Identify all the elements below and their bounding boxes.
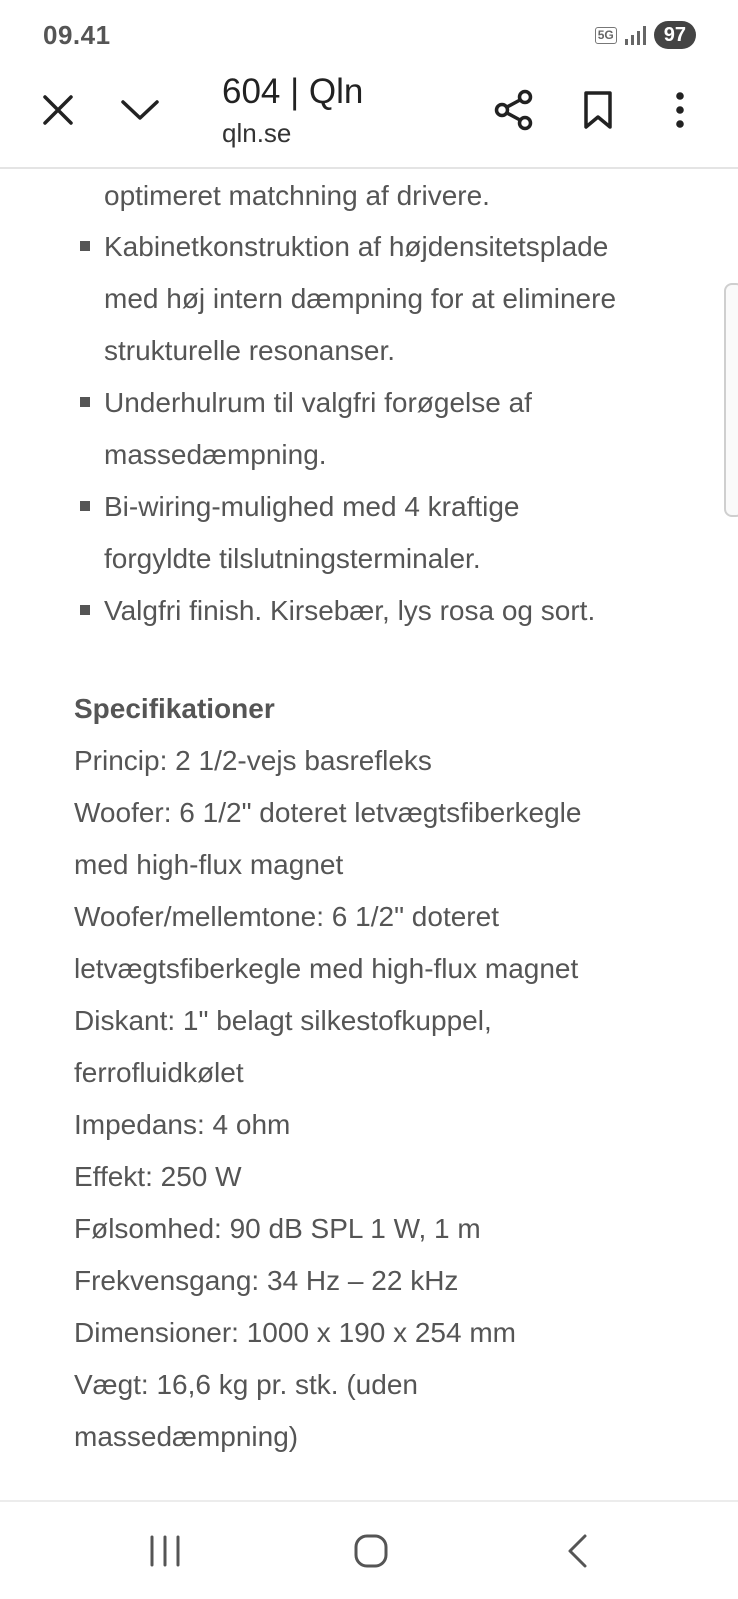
article-content[interactable] [0, 169, 738, 1500]
spec-line: Diskant: 1" belagt silkestofkuppel, [74, 1005, 492, 1036]
list-item-text: med høj intern dæmpning for at eliminere [104, 283, 617, 314]
spec-line: Følsomhed: 90 dB SPL 1 W, 1 m [74, 1213, 481, 1244]
spec-line: Impedans: 4 ohm [74, 1109, 291, 1140]
spec-line: letvægtsfiberkegle med high-flux magnet [74, 953, 579, 984]
network-5g-icon: 5G [595, 27, 617, 44]
spec-line: Woofer/mellemtone: 6 1/2" doteret [74, 901, 499, 932]
list-item-text: Kabinetkonstruktion af højdensitetsplade [104, 231, 609, 262]
list-item-text: Bi-wiring-mulighed med 4 kraftige [104, 491, 520, 522]
more-vert-icon [674, 92, 686, 128]
spec-line: Frekvensgang: 34 Hz – 22 kHz [74, 1265, 459, 1296]
bookmark-button[interactable] [570, 82, 626, 138]
spec-heading: Specifikationer [74, 693, 275, 724]
status-icons [595, 20, 696, 50]
list-item-text: strukturelle resonanser. [104, 335, 396, 366]
battery-icon: 97 [654, 21, 696, 49]
close-button[interactable] [30, 82, 86, 138]
status-time: 09.41 [43, 20, 111, 50]
more-options-button[interactable] [652, 82, 708, 138]
scrollbar-handle[interactable] [724, 283, 738, 517]
recent-apps-icon [148, 1535, 182, 1567]
bullet-icon [80, 397, 90, 407]
share-button[interactable] [486, 82, 542, 138]
share-icon [494, 89, 534, 131]
system-nav-bar [0, 1500, 738, 1599]
bookmark-icon [582, 90, 614, 130]
collapse-button[interactable] [112, 82, 168, 138]
spec-line: Vægt: 16,6 kg pr. stk. (uden [74, 1369, 418, 1400]
bullet-icon [80, 605, 90, 615]
recent-apps-button[interactable] [130, 1516, 200, 1586]
close-icon [41, 93, 75, 127]
chevron-down-icon [120, 98, 160, 122]
spec-line: Princip: 2 1/2-vejs basrefleks [74, 745, 432, 776]
back-icon [565, 1533, 589, 1569]
bullet-icon [80, 501, 90, 511]
page-title-block[interactable] [222, 70, 363, 149]
page-domain: qln.se [222, 118, 292, 148]
spec-line: Woofer: 6 1/2" doteret letvægtsfiberkegle [74, 797, 582, 828]
signal-icon [625, 25, 646, 45]
spec-line: ferrofluidkølet [74, 1057, 244, 1088]
back-button[interactable] [542, 1516, 612, 1586]
spec-line: Dimensioner: 1000 x 190 x 254 mm [74, 1317, 516, 1348]
spec-line: massedæmpning) [74, 1421, 299, 1452]
home-icon [353, 1533, 389, 1569]
list-item-text: massedæmpning. [104, 439, 327, 470]
spec-line: med high-flux magnet [74, 849, 344, 880]
browser-toolbar [0, 60, 738, 169]
list-item-text: Underhulrum til valgfri forøgelse af [104, 387, 532, 418]
page-title: 604 | Qln [222, 72, 364, 111]
bullet-icon [80, 241, 90, 251]
list-item-text: Valgfri finish. Kirsebær, lys rosa og sort. [104, 595, 596, 626]
home-button[interactable] [336, 1516, 406, 1586]
status-bar [0, 0, 738, 60]
list-item-continuation: optimeret matchning af drivere. [104, 180, 490, 211]
list-item-text: forgyldte tilslutningsterminaler. [104, 543, 481, 574]
spec-line: Effekt: 250 W [74, 1161, 242, 1192]
